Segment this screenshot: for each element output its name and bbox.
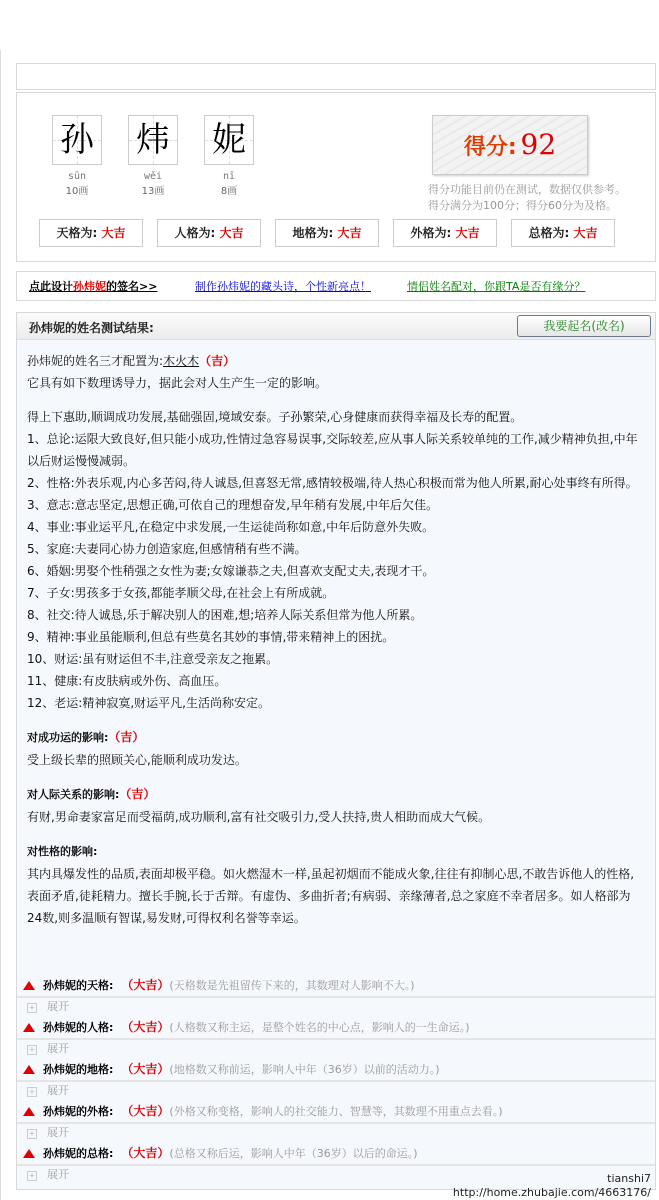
point-4: 4、事业:事业运平凡,在稳定中求发展,一生运徒尚称如意,中年后防意外失败。 <box>27 520 435 534</box>
score-value: 92 <box>520 128 557 161</box>
collapse-triangle-icon[interactable] <box>23 1149 35 1158</box>
grid-detail-item: 孙炜妮的天格: （大吉）(天格数是先祖留传下来的，其数理对人影响不大。) + 展开 <box>17 973 655 1015</box>
success-text: 受上级长辈的照顾关心,能顺利成功发达。 <box>27 753 247 767</box>
grid-zong: 总格为: 大吉 <box>511 219 615 247</box>
collapse-triangle-icon[interactable] <box>23 981 35 990</box>
intro-text: 它具有如下数理诱导力，据此会对人生产生一定的影响。 <box>27 376 328 390</box>
plus-box-icon: + <box>28 1003 36 1012</box>
name-characters <box>39 115 267 197</box>
score-note: 得分功能目前仍在测试，数据仅供参考。 得分满分为100分；得分60分为及格。 <box>428 183 626 212</box>
result-title: 孙炜妮的姓名测试结果: <box>29 321 154 335</box>
stroke-count: 13画 <box>141 186 165 197</box>
watermark-user: tianshi7 <box>607 1172 651 1185</box>
point-6: 6、婚姻:男娶个性稍强之女性为妻;女嫁谦恭之夫,但喜欢支配丈夫,表现才干。 <box>27 564 435 578</box>
expand-toggle[interactable]: + 展开 <box>28 1000 69 1013</box>
character-heading: 对性格的影响: <box>27 845 98 858</box>
top-empty-panel <box>16 63 656 90</box>
sancai-value[interactable]: 木火木 <box>163 354 200 368</box>
grid-detail-item: 孙炜妮的外格: （大吉）(外格又称变格，影响人的社交能力、智慧等，其数理不用重点去看。) + 展开 <box>17 1099 655 1141</box>
pinyin: nī <box>222 171 236 182</box>
grid-ren: 人格为: 大吉 <box>157 219 261 247</box>
collapse-triangle-icon[interactable] <box>23 1065 35 1074</box>
point-2: 2、性格:外表乐观,内心多苦闷,待人诚恳,但喜怒无常,感情较极端,待人热心积极而常为他人所累,耐心处事终有所得。 <box>27 476 638 490</box>
point-7: 7、子女:男孩多于女孩,都能孝顺父母,在社会上有所成就。 <box>27 586 335 600</box>
grid-di: 地格为: 大吉 <box>275 219 379 247</box>
result-body <box>17 340 655 929</box>
grid-tian: 天格为: 大吉 <box>39 219 143 247</box>
point-3: 3、意志:意志坚定,思想正确,可依自己的理想奋发,早年稍有发展,中年后欠佳。 <box>27 498 438 512</box>
character-glyph: 妮 <box>204 115 254 165</box>
summary-text: 得上下惠助,顺调成功发展,基础强固,境域安泰。子孙繁荣,心身健康而获得幸福及长寿的配置。 <box>27 410 523 424</box>
expand-toggle[interactable]: + 展开 <box>28 1042 69 1055</box>
grid-detail-item: 孙炜妮的人格: （大吉）(人格数又称主运，是整个姓名的中心点，影响人的一生命运。) + 展开 <box>17 1015 655 1057</box>
expand-toggle[interactable]: + 展开 <box>28 1084 69 1097</box>
point-10: 10、财运:虽有财运但不丰,注意受亲友之拖累。 <box>27 652 279 666</box>
expand-toggle[interactable]: + 展开 <box>28 1168 69 1181</box>
social-text: 有财,男命妻家富足而受福荫,成功顺利,富有社交吸引力,受人扶持,贵人相助而成大气候。 <box>27 810 491 824</box>
expand-toggle[interactable]: + 展开 <box>28 1126 69 1139</box>
collapse-triangle-icon[interactable] <box>23 1107 35 1116</box>
pinyin: wěi <box>143 171 163 182</box>
character-glyph: 炜 <box>128 115 178 165</box>
signature-link[interactable]: 点此设计孙炜妮的签名>> <box>29 280 158 293</box>
result-header <box>17 313 655 340</box>
character-card <box>115 115 191 197</box>
stroke-count: 10画 <box>65 186 89 197</box>
pinyin: sūn <box>67 171 87 182</box>
score-box <box>432 115 588 175</box>
point-1: 1、总论:运限大致良好,但只能小成功,性情过急容易误事,交际较差,应从事人际关系较单纯的工作,减少精神负担,中年以后财运慢慢减弱。 <box>27 432 638 468</box>
collapse-triangle-icon[interactable] <box>23 1023 35 1032</box>
grid-wai: 外格为: 大吉 <box>393 219 497 247</box>
acrostic-poem-link[interactable]: 制作孙炜妮的藏头诗，个性新亮点！ <box>195 280 371 293</box>
social-heading: 对人际关系的影响:（吉） <box>27 787 156 801</box>
plus-box-icon: + <box>28 1087 36 1096</box>
link-bar <box>16 271 656 301</box>
name-info-panel <box>16 92 656 262</box>
grid-detail-item: 孙炜妮的总格: （大吉）(总格又称后运，影响人中年（36岁）以后的命运。) + 展开 <box>17 1141 655 1183</box>
point-9: 9、精神:事业虽能顺利,但总有些莫名其妙的事情,带来精神上的困扰。 <box>27 630 395 644</box>
point-8: 8、社交:待人诚恳,乐于解决别人的困难,想;培养人际关系但常为他人所累。 <box>27 608 423 622</box>
character-card <box>39 115 115 197</box>
score-label: 得分: <box>463 135 517 160</box>
plus-box-icon: + <box>28 1045 36 1054</box>
plus-box-icon: + <box>28 1129 36 1138</box>
grid-detail-item: 孙炜妮的地格: （大吉）(地格数又称前运，影响人中年（36岁）以前的活动力。) + 展开 <box>17 1057 655 1099</box>
couple-match-link[interactable]: 情侣姓名配对，你跟TA是否有缘分？ <box>407 280 586 293</box>
point-11: 11、健康:有皮肤病或外伤、高血压。 <box>27 674 227 688</box>
rename-button[interactable]: 我要起名(改名) <box>517 315 651 337</box>
plus-box-icon: + <box>28 1171 36 1180</box>
left-divider <box>0 50 1 1200</box>
character-text: 其内具爆发性的品质,表面却极平稳。如火燃湿木一样,虽起初烟而不能成火象,往往有抑制心思,不敢告诉他人的性格,表面矛盾,徒耗精力。擅长手腕,长于舌辩。有虚伪、多曲折者;有病弱、亲缘薄者,总之家庭不幸者居多。如人格部为24数,则多温顺有智谋,易发财,可得权利名誉等幸运。 <box>27 867 635 925</box>
stroke-count: 8画 <box>220 186 238 197</box>
point-5: 5、家庭:夫妻同心协力创造家庭,但感情稍有些不满。 <box>27 542 307 556</box>
point-12: 12、老运:精神寂寞,财运平凡,生活尚称安定。 <box>27 696 270 710</box>
character-glyph: 孙 <box>52 115 102 165</box>
character-card <box>191 115 267 197</box>
result-panel <box>16 312 656 1190</box>
grid-detail-list <box>17 973 655 1183</box>
watermark-url: http://home.zhubajie.com/4663176/ <box>452 1186 651 1199</box>
sancai-line: 孙炜妮的姓名三才配置为:木火木（吉） <box>27 354 236 368</box>
grid-summary <box>39 219 615 247</box>
success-heading: 对成功运的影响:（吉） <box>27 730 145 744</box>
